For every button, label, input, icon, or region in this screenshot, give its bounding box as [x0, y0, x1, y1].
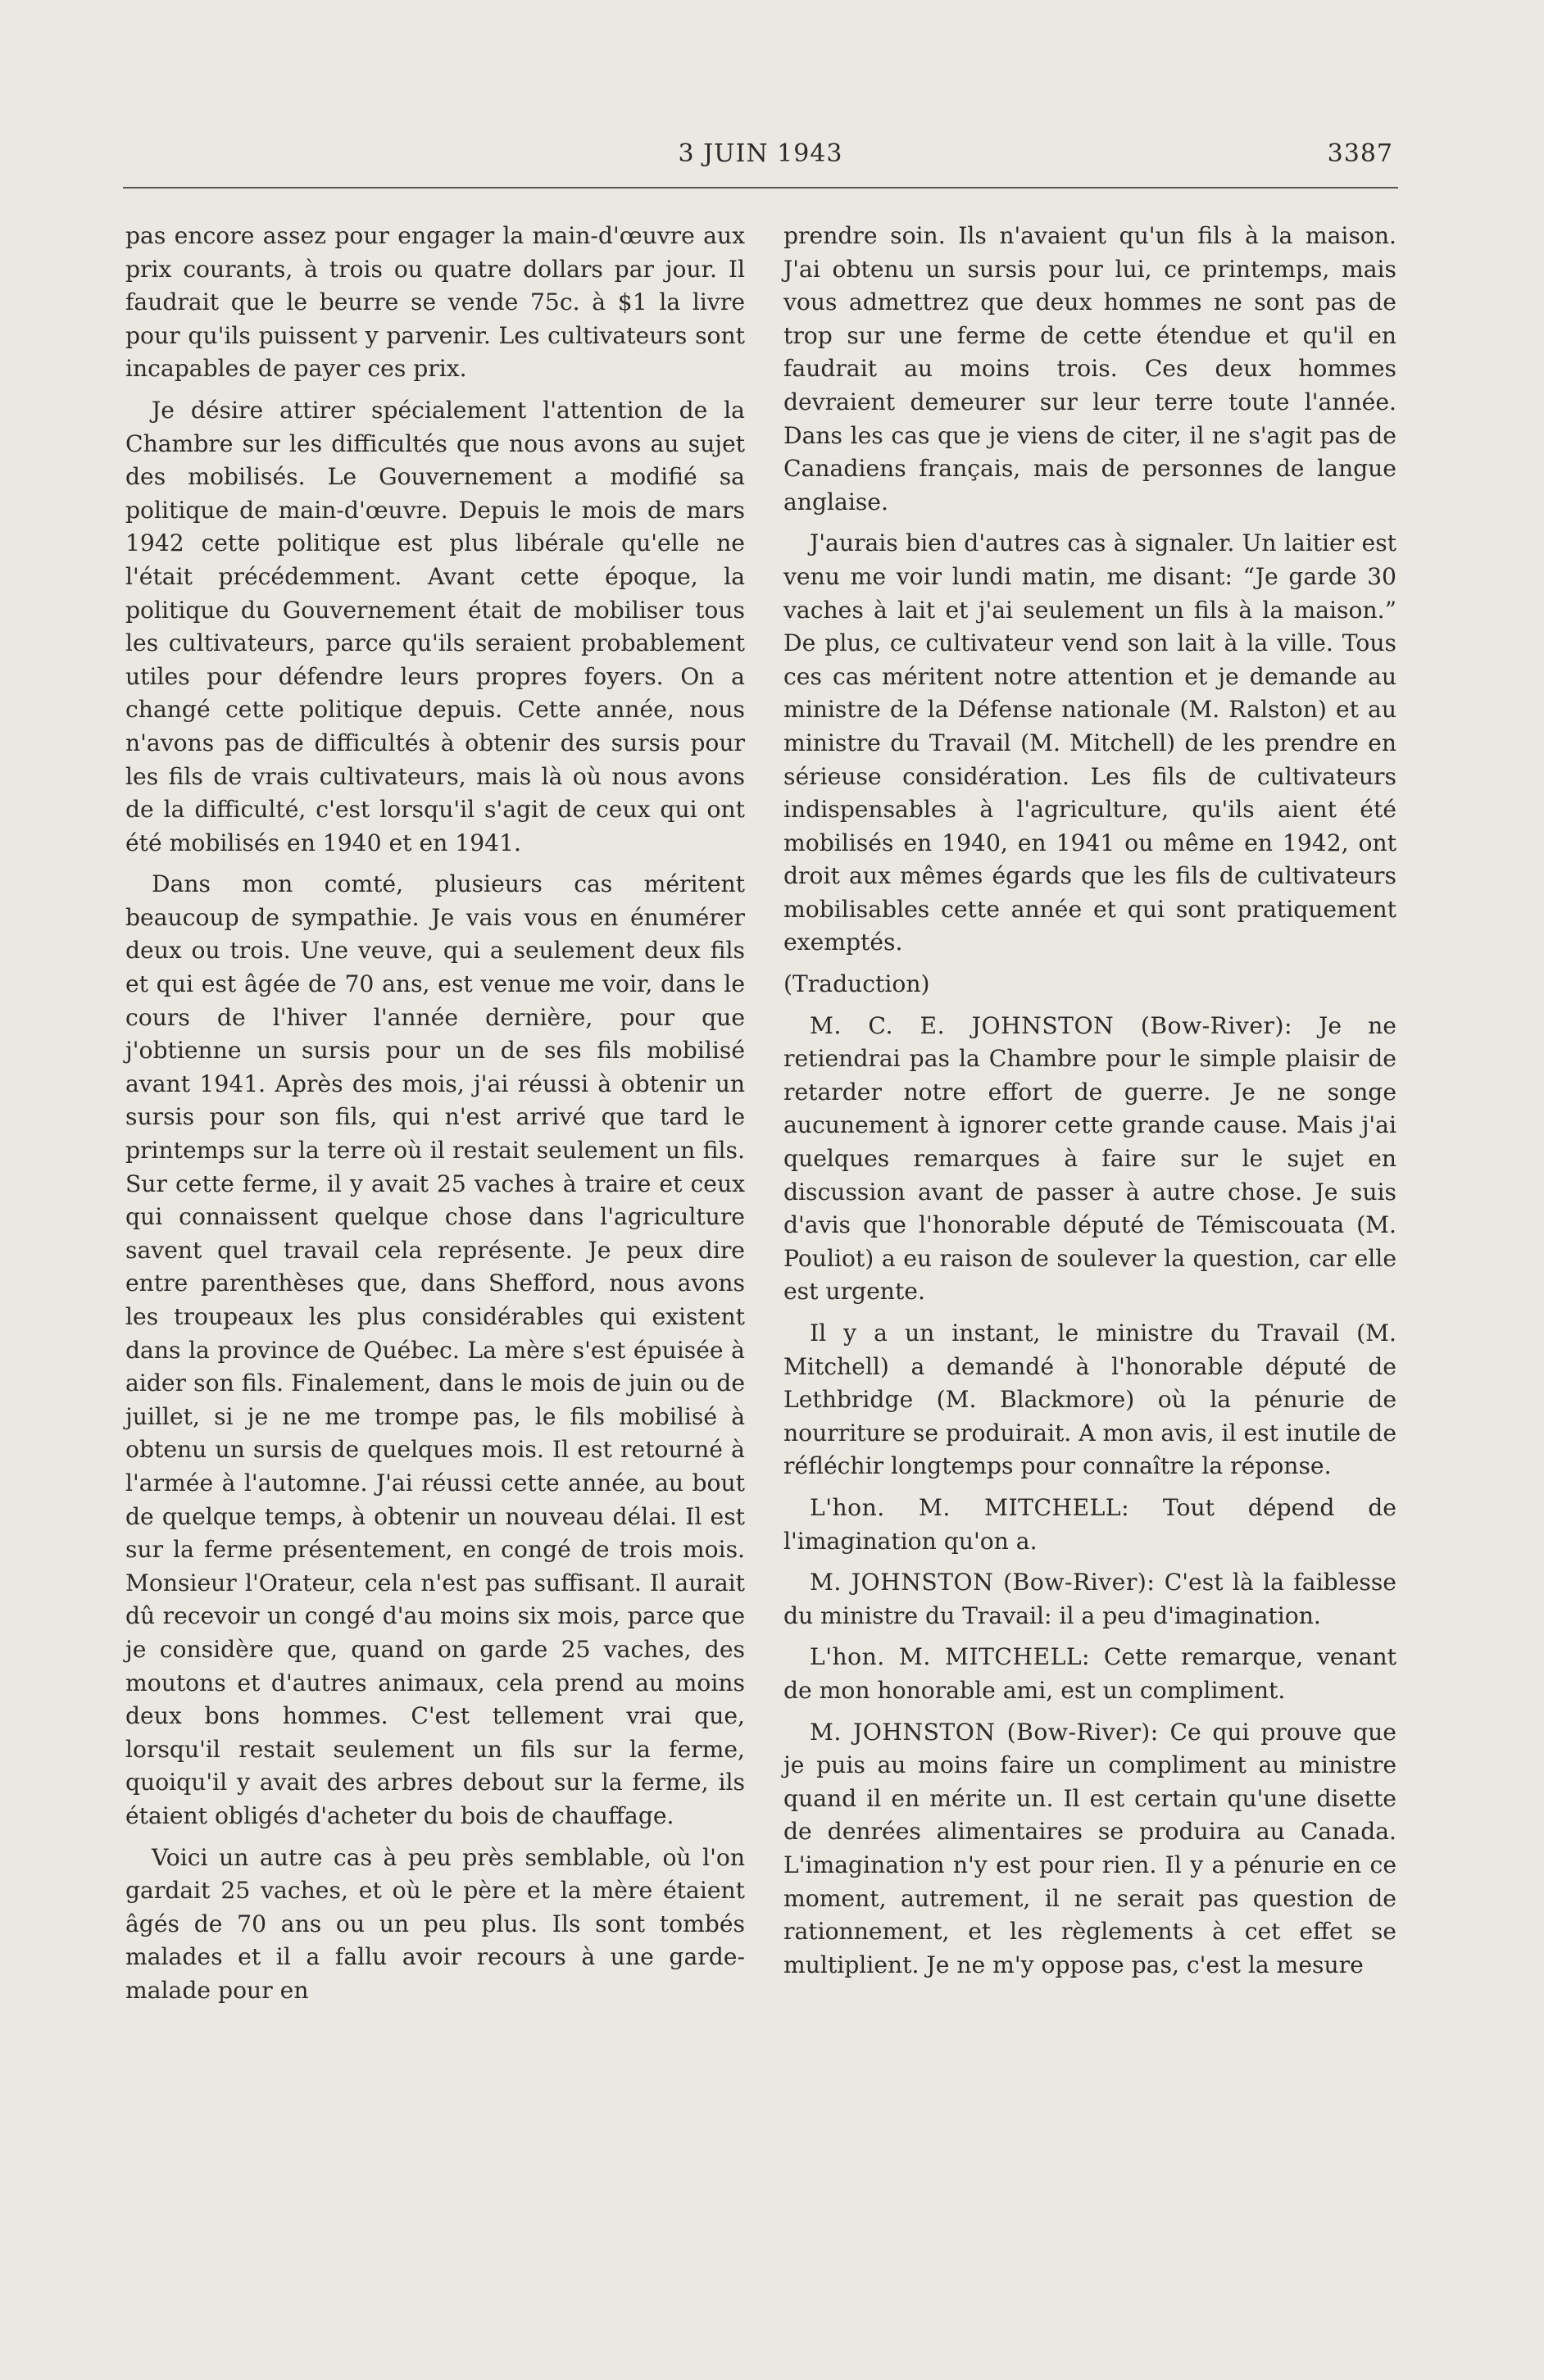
translation-note: (Traduction) [783, 970, 930, 998]
paragraph: pas encore assez pour engager la main-d'œuvre aux prix courants, à trois ou quatre dollars par jour. Il faudrait que le beurre se vende 75c. à $1 la livre pour qu'ils puissent y parvenir. Les cultivateurs sont incapables de payer ces prix. [125, 222, 745, 383]
header-date: 3 JUIN 1943 [678, 139, 843, 168]
paragraph [783, 1716, 1396, 1983]
speaker-name: M. C. E. JOHNSTON (Bow-River): [810, 1011, 1292, 1039]
speaker-name: M. JOHNSTON (Bow-River): [810, 1718, 1159, 1746]
speech-text: Cette remarque, venant de mon honorable ami, est un compliment. [783, 1643, 1397, 1704]
speaker-name: L'hon. M. MITCHELL: [810, 1643, 1091, 1671]
page-number: 3387 [1327, 139, 1393, 168]
speech-text: Je ne retiendrai pas la Chambre pour le simple plaisir de retarder notre effort de guerre. Je ne songe aucunement à ignorer cette grande cause. Mais j'ai quelques remarques à faire sur le sujet en discussion avant de passer à autre chose. Je suis d'avis que l'honorable député de Témiscouata (M. Pouliot) a eu raison de soulever la question, car elle est urgente. [783, 1011, 1396, 1306]
paragraph: Dans mon comté, plusieurs cas méritent beaucoup de sympathie. Je vais vous en énumérer deux ou trois. Une veuve, qui a seulement deux fils et qui est âgée de 70 ans, est venue me voir, dans le cours de l'hiver l'année dernière, pour que j'obtienne un sursis pour un de ses fils mobilisé avant 1941. Après des mois, j'ai réussi à obtenir un sursis pour son fils, qui n'est arrivé que tard le printemps sur la terre où il restait seulement un fils. Sur cette ferme, il y avait 25 vaches à traire et ceux qui connaissent quelque chose dans l'agriculture savent quel travail cela représente. Je peux dire entre parenthèses que, dans Shefford, nous avons les troupeaux les plus considérables qui existent dans la province de Québec. La mère s'est épuisée à aider son fils. Finalement, dans le mois de juin ou de juillet, si je ne me trompe pas, le fils mobilisé à obtenu un sursis de quelques mois. Il est retourné à l'armée à l'automne. J'ai réussi cette année, au bout de quelque temps, à obtenir un nouveau délai. Il est sur la ferme présentement, en congé de trois mois. Monsieur l'Orateur, cela n'est pas suffisant. Il aurait dû recevoir un congé d'au moins six mois, parce que je considère que, quand on garde 25 vaches, des moutons et d'autres animaux, cela prend au moins deux bons hommes. C'est tellement vrai que, lorsqu'il restait seulement un fils sur la ferme, quoiqu'il y avait des arbres debout sur la ferme, ils étaient obligés d'acheter du bois de chauffage. [125, 870, 745, 1829]
paragraph [783, 1641, 1396, 1707]
paragraph [783, 1010, 1396, 1309]
speaker-name: M. JOHNSTON (Bow-River): [810, 1569, 1156, 1597]
page-header [123, 138, 1398, 188]
speech-text: C'est là la faiblesse du ministre du Travail: il a peu d'imagination. [783, 1569, 1396, 1629]
speaker-name: L'hon. M. MITCHELL: [810, 1493, 1130, 1521]
paragraph [783, 1492, 1396, 1558]
speech-text: Ce qui prouve que je puis au moins faire un compliment au ministre quand il en mérite un. Il est certain qu'une disette de denrées alimentaires se produira au Canada. L'imagination n'y est pour rien. Il y a pénurie en ce moment, autrement, il ne serait pas question de rationnement, et les règlements à cet effet se multiplient. Je ne m'y oppose pas, c'est la mesure [783, 1718, 1396, 1978]
paragraph: Il y a un instant, le ministre du Travail (M. Mitchell) a demandé à l'honorable député de Lethbridge (M. Blackmore) où la pénurie de nourriture se produirait. A mon avis, il est inutile de réfléchir longtemps pour connaître la réponse. [783, 1319, 1396, 1480]
paragraph: J'aurais bien d'autres cas à signaler. Un laitier est venu me voir lundi matin, me disant: “Je garde 30 vaches à lait et j'ai seulement un fils à la maison.” De plus, ce cultivateur vend son lait à la ville. Tous ces cas méritent notre attention et je demande au ministre de la Défense nationale (M. Ralston) et au ministre du Travail (M. Mitchell) de les prendre en sérieuse considération. Les fils de cultivateurs indispensables à l'agriculture, qu'ils aient été mobilisés en 1940, en 1941 ou même en 1942, ont droit aux mêmes égards que les fils de cultivateurs mobilisables cette année et qui sont pratiquement exemptés. [783, 529, 1396, 956]
paragraph: Je désire attirer spécialement l'attention de la Chambre sur les difficultés que nous avons au sujet des mobilisés. Le Gouvernement a modifié sa politique de main-d'œuvre. Depuis le mois de mars 1942 cette politique est plus libérale qu'elle ne l'était précédemment. Avant cette époque, la politique du Gouvernement était de mobiliser tous les cultivateurs, parce qu'ils seraient probablement utiles pour défendre leurs propres foyers. On a changé cette politique depuis. Cette année, nous n'avons pas de difficultés à obtenir des sursis pour les fils de vrais cultivateurs, mais là où nous avons de la difficulté, c'est lorsqu'il s'agit de ceux qui ont été mobilisés en 1940 et en 1941. [125, 396, 745, 856]
paragraph: prendre soin. Ils n'avaient qu'un fils à la maison. J'ai obtenu un sursis pour lui, ce printemps, mais vous admettrez que deux hommes ne sont pas de trop sur une ferme de cette étendue et qu'il en faudrait au moins trois. Ces deux hommes devraient demeurer sur leur terre toute l'année. Dans les cas que je viens de citer, il ne s'agit pas de Canadiens français, mais de personnes de langue anglaise. [783, 222, 1396, 516]
paragraph [783, 1566, 1396, 1633]
left-column [125, 220, 745, 2015]
speech-text: Tout dépend de l'imagination qu'on a. [783, 1493, 1396, 1555]
right-column [783, 220, 1396, 1990]
paragraph: Voici un autre cas à peu près semblable, où l'on gardait 25 vaches, et où le père et la mère étaient âgés de 70 ans ou un peu plus. Ils sont tombés malades et il a fallu avoir recours à une garde-malade pour en [125, 1843, 745, 2004]
